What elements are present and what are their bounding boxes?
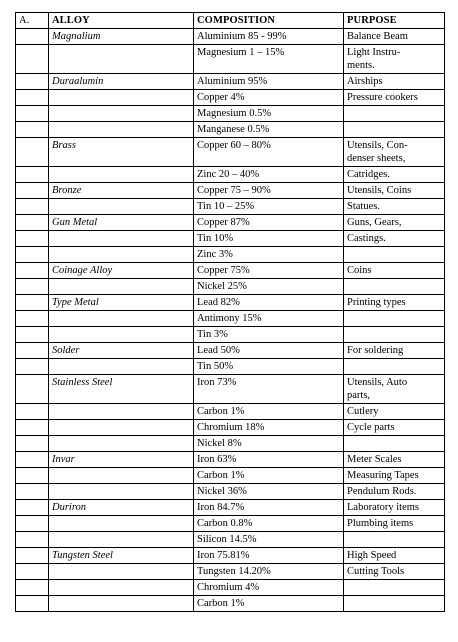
- section-cell: [16, 375, 49, 404]
- alloy-name-cell: [49, 596, 194, 612]
- section-cell: [16, 420, 49, 436]
- composition-cell: Lead 82%: [194, 295, 344, 311]
- composition-cell: Tin 10 – 25%: [194, 199, 344, 215]
- section-cell: [16, 327, 49, 343]
- table-row: [16, 167, 445, 183]
- alloy-name-cell: [49, 436, 194, 452]
- section-cell: [16, 295, 49, 311]
- alloy-name-cell: Type Metal: [49, 295, 194, 311]
- purpose-cell: Plumbing items: [344, 516, 445, 532]
- alloy-name-cell: [49, 231, 194, 247]
- alloy-name-cell: [49, 420, 194, 436]
- section-cell: [16, 484, 49, 500]
- alloy-name-cell: Solder: [49, 343, 194, 359]
- composition-cell: Chromium 18%: [194, 420, 344, 436]
- section-cell: [16, 183, 49, 199]
- composition-cell: Copper 87%: [194, 215, 344, 231]
- composition-cell: Copper 60 – 80%: [194, 138, 344, 167]
- section-cell: [16, 138, 49, 167]
- table-header-row: [16, 13, 445, 29]
- section-cell: [16, 436, 49, 452]
- purpose-cell: [344, 580, 445, 596]
- table-row: [16, 247, 445, 263]
- purpose-cell: Measuring Tapes: [344, 468, 445, 484]
- alloy-name-cell: [49, 45, 194, 74]
- section-cell: [16, 516, 49, 532]
- alloy-name-cell: [49, 279, 194, 295]
- table-row: [16, 29, 445, 45]
- table-row: [16, 231, 445, 247]
- composition-cell: Carbon 1%: [194, 468, 344, 484]
- section-cell: [16, 404, 49, 420]
- section-cell: [16, 122, 49, 138]
- table-row: [16, 484, 445, 500]
- purpose-cell: Coins: [344, 263, 445, 279]
- composition-cell: Magnesium 1 – 15%: [194, 45, 344, 74]
- section-cell: [16, 215, 49, 231]
- purpose-cell: [344, 279, 445, 295]
- composition-cell: Aluminium 95%: [194, 74, 344, 90]
- composition-cell: Silicon 14.5%: [194, 532, 344, 548]
- section-cell: [16, 231, 49, 247]
- table-row: [16, 596, 445, 612]
- alloy-name-cell: [49, 516, 194, 532]
- purpose-cell: Pendulum Rods.: [344, 484, 445, 500]
- purpose-cell: Printing types: [344, 295, 445, 311]
- alloy-name-cell: [49, 90, 194, 106]
- table-row: [16, 106, 445, 122]
- table-row: [16, 122, 445, 138]
- table-row: [16, 311, 445, 327]
- alloy-name-cell: Invar: [49, 452, 194, 468]
- composition-cell: Magnesium 0.5%: [194, 106, 344, 122]
- table-row: [16, 90, 445, 106]
- composition-cell: Chromium 4%: [194, 580, 344, 596]
- purpose-column-header: PURPOSE: [344, 13, 445, 29]
- table-row: [16, 295, 445, 311]
- section-cell: [16, 452, 49, 468]
- table-row: [16, 215, 445, 231]
- table-row: [16, 468, 445, 484]
- section-cell: [16, 468, 49, 484]
- purpose-cell: Utensils, Auto parts,: [344, 375, 445, 404]
- composition-cell: Lead 50%: [194, 343, 344, 359]
- purpose-cell: Meter Scales: [344, 452, 445, 468]
- section-label-header: A.: [16, 13, 49, 29]
- composition-cell: Iron 75.81%: [194, 548, 344, 564]
- alloy-name-cell: Coinage Alloy: [49, 263, 194, 279]
- alloy-name-cell: Duraalumin: [49, 74, 194, 90]
- alloy-name-cell: [49, 468, 194, 484]
- composition-cell: Copper 75 – 90%: [194, 183, 344, 199]
- section-cell: [16, 532, 49, 548]
- composition-cell: Aluminium 85 - 99%: [194, 29, 344, 45]
- composition-column-header: COMPOSITION: [194, 13, 344, 29]
- table-row: [16, 580, 445, 596]
- purpose-cell: [344, 247, 445, 263]
- alloy-name-cell: Bronze: [49, 183, 194, 199]
- composition-cell: Iron 73%: [194, 375, 344, 404]
- alloy-name-cell: [49, 167, 194, 183]
- section-cell: [16, 90, 49, 106]
- table-row: [16, 138, 445, 167]
- purpose-cell: [344, 327, 445, 343]
- purpose-cell: [344, 311, 445, 327]
- purpose-cell: Light Instru- ments.: [344, 45, 445, 74]
- composition-cell: Nickel 25%: [194, 279, 344, 295]
- section-cell: [16, 580, 49, 596]
- section-cell: [16, 279, 49, 295]
- composition-cell: Iron 63%: [194, 452, 344, 468]
- composition-cell: Nickel 8%: [194, 436, 344, 452]
- table-row: [16, 343, 445, 359]
- purpose-cell: Laboratory items: [344, 500, 445, 516]
- table-row: [16, 45, 445, 74]
- alloy-name-cell: Brass: [49, 138, 194, 167]
- section-cell: [16, 74, 49, 90]
- alloy-name-cell: Magnalium: [49, 29, 194, 45]
- alloy-name-cell: Gun Metal: [49, 215, 194, 231]
- purpose-cell: High Speed: [344, 548, 445, 564]
- table-row: [16, 500, 445, 516]
- composition-cell: Copper 4%: [194, 90, 344, 106]
- composition-cell: Tin 50%: [194, 359, 344, 375]
- purpose-cell: Guns, Gears,: [344, 215, 445, 231]
- purpose-cell: Cycle parts: [344, 420, 445, 436]
- alloy-name-cell: [49, 327, 194, 343]
- alloy-name-cell: [49, 404, 194, 420]
- alloy-name-cell: [49, 484, 194, 500]
- alloy-name-cell: [49, 122, 194, 138]
- purpose-cell: Castings.: [344, 231, 445, 247]
- section-cell: [16, 548, 49, 564]
- section-cell: [16, 106, 49, 122]
- table-row: [16, 327, 445, 343]
- section-cell: [16, 596, 49, 612]
- purpose-cell: For soldering: [344, 343, 445, 359]
- purpose-cell: [344, 596, 445, 612]
- table-row: [16, 279, 445, 295]
- section-cell: [16, 343, 49, 359]
- table-row: [16, 183, 445, 199]
- alloy-name-cell: Tungsten Steel: [49, 548, 194, 564]
- purpose-cell: [344, 106, 445, 122]
- composition-cell: Tungsten 14.20%: [194, 564, 344, 580]
- table-row: [16, 532, 445, 548]
- section-cell: [16, 247, 49, 263]
- composition-cell: Carbon 1%: [194, 596, 344, 612]
- alloy-name-cell: [49, 532, 194, 548]
- table-row: [16, 404, 445, 420]
- composition-cell: Tin 3%: [194, 327, 344, 343]
- table-row: [16, 74, 445, 90]
- purpose-cell: [344, 436, 445, 452]
- section-cell: [16, 29, 49, 45]
- purpose-cell: Utensils, Con- denser sheets,: [344, 138, 445, 167]
- composition-cell: Zinc 3%: [194, 247, 344, 263]
- alloy-name-cell: [49, 359, 194, 375]
- section-cell: [16, 311, 49, 327]
- table-row: [16, 375, 445, 404]
- composition-cell: Zinc 20 – 40%: [194, 167, 344, 183]
- section-cell: [16, 199, 49, 215]
- alloy-name-cell: [49, 106, 194, 122]
- composition-cell: Antimony 15%: [194, 311, 344, 327]
- table-row: [16, 359, 445, 375]
- alloy-name-cell: [49, 247, 194, 263]
- purpose-cell: [344, 359, 445, 375]
- alloy-name-cell: [49, 311, 194, 327]
- alloy-table: [15, 12, 445, 612]
- section-cell: [16, 500, 49, 516]
- composition-cell: Manganese 0.5%: [194, 122, 344, 138]
- alloy-name-cell: [49, 564, 194, 580]
- section-cell: [16, 564, 49, 580]
- alloy-name-cell: Stainless Steel: [49, 375, 194, 404]
- section-cell: [16, 167, 49, 183]
- composition-cell: Tin 10%: [194, 231, 344, 247]
- alloy-column-header: ALLOY: [49, 13, 194, 29]
- purpose-cell: [344, 532, 445, 548]
- table-row: [16, 452, 445, 468]
- purpose-cell: Utensils, Coins: [344, 183, 445, 199]
- composition-cell: Iron 84.7%: [194, 500, 344, 516]
- table-row: [16, 263, 445, 279]
- composition-cell: Nickel 36%: [194, 484, 344, 500]
- section-cell: [16, 45, 49, 74]
- table-row: [16, 516, 445, 532]
- table-row: [16, 548, 445, 564]
- alloy-name-cell: [49, 580, 194, 596]
- composition-cell: Carbon 1%: [194, 404, 344, 420]
- table-row: [16, 199, 445, 215]
- purpose-cell: Airships: [344, 74, 445, 90]
- purpose-cell: Statues.: [344, 199, 445, 215]
- alloy-name-cell: [49, 199, 194, 215]
- purpose-cell: Cutlery: [344, 404, 445, 420]
- purpose-cell: Pressure cookers: [344, 90, 445, 106]
- section-cell: [16, 263, 49, 279]
- table-row: [16, 420, 445, 436]
- purpose-cell: Cutting Tools: [344, 564, 445, 580]
- alloy-name-cell: Duriron: [49, 500, 194, 516]
- purpose-cell: Catridges.: [344, 167, 445, 183]
- purpose-cell: [344, 122, 445, 138]
- table-row: [16, 436, 445, 452]
- table-body: [16, 29, 445, 612]
- table-row: [16, 564, 445, 580]
- composition-cell: Copper 75%: [194, 263, 344, 279]
- section-cell: [16, 359, 49, 375]
- purpose-cell: Balance Beam: [344, 29, 445, 45]
- composition-cell: Carbon 0.8%: [194, 516, 344, 532]
